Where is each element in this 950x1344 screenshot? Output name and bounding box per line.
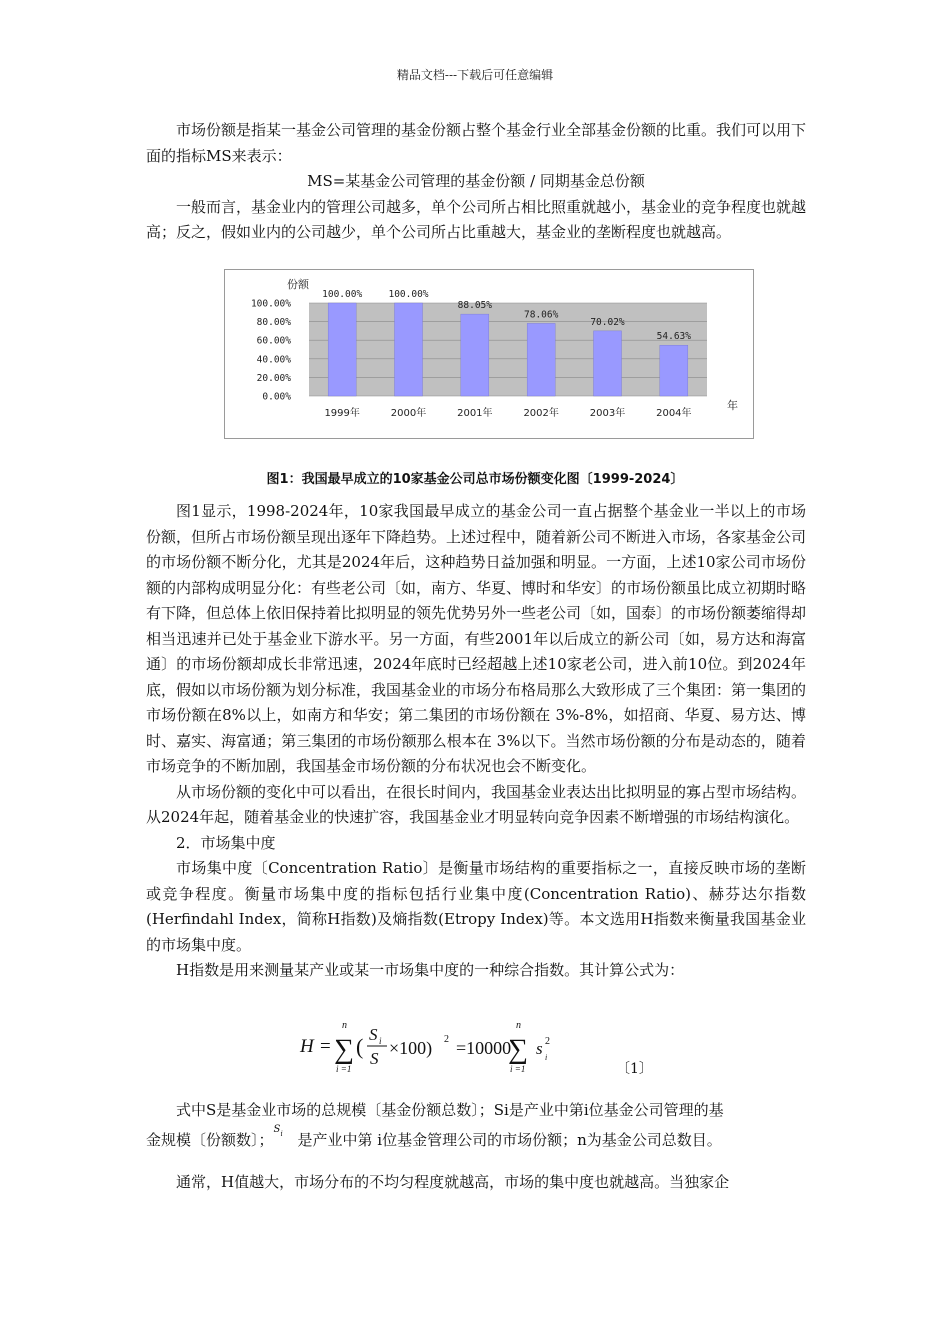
section-heading-concentration: 2．市场集中度 — [176, 833, 276, 852]
intro-section — [146, 118, 806, 246]
paragraph-competition: 一般而言，基金业内的管理公司越多，单个公司所占相比照重就越小，基金业的竞争程度也就越高；反之，假如业内的公司越少，单个公司所占比重越大，基金业的垄断程度也就越高。 — [146, 197, 807, 241]
bar-data-label: 78.06% — [524, 309, 559, 321]
formula-square-2: 2 — [545, 1036, 550, 1047]
formula-number: 〔1〕 — [616, 1061, 653, 1077]
formula-si: S — [369, 1025, 378, 1044]
formula-paren: ( — [356, 1034, 364, 1059]
formula-h: H — [300, 1036, 314, 1057]
formula-vars-prefix: 金规模〔份额数〕； — [146, 1130, 274, 1149]
page-header: 精品文档---下载后可任意编辑 — [396, 68, 554, 82]
bar-data-label: 100.00% — [388, 289, 429, 300]
formula-sigma-1: ∑ — [334, 1034, 354, 1065]
formula-eq: = — [320, 1036, 331, 1057]
chart-svg — [225, 270, 753, 438]
plot-area — [309, 303, 707, 396]
paragraph-figure-analysis: 图1显示，1998-2024年，10家我国最早成立的基金公司一直占据整个基金业一半以上的市场份额，但所占市场份额呈现出逐年下降趋势。上述过程中，随着新公司不断进入市场，各家基金公司的市场份额不断分化，尤其是2024年后，这种趋势日益加强和明显。一方面，上述10家公司市场份额的内部构成明显分化：有些老公司〔如，南方、华夏、博时和华安〕的市场份额虽比成立初期时略有下降，但总体上依旧保持着比拟明显的领先优势另外一些老公司〔如，国泰〕的市场份额萎缩得却相当迅速并已处于基金业下游水平。另一方面，有些2001年以后成立的新公司〔如，易方达和海富通〕的市场份额却成长非常迅速，2024年底时已经超越上述10家老公司，进入前10位。到2024年底，假如以市场份额为划分标准，我国基金业的市场分布格局那么大致形成了三个集团：第一集团的市场份额在8%以上，如南方和华安；第二集团的市场份额在 3%-8%，如招商、华夏、易方达、博时、嘉实、海富通；第三集团的市场份额那么根本在 3%以下。当然市场份额的分布是动态的，随着市场竞争的不断加剧，我国基金市场份额的分布状况也会不断变化。 — [146, 502, 807, 775]
paragraph-oligopoly: 从市场份额的变化中可以看出，在很长时间内，我国基金业表达出比拟明显的寡占型市场结构。从2024年起，随着基金业的快速扩容，我国基金业才明显转向竞争因素不断增强的市场结构演化。 — [146, 782, 807, 826]
bar — [395, 303, 423, 396]
bar-data-label: 88.05% — [457, 300, 492, 312]
y-tick-label: 40.00% — [256, 354, 291, 366]
bar — [328, 303, 356, 396]
formula-sigma-2: ∑ — [508, 1034, 528, 1065]
x-axis-label: 年 — [727, 399, 738, 412]
formula-explanation — [146, 1098, 806, 1153]
y-tick-label: 100.00% — [250, 298, 291, 310]
x-tick-label: 2002年 — [523, 408, 559, 419]
x-tick-label: 1999年 — [324, 408, 360, 419]
formula-i1-2: i =1 — [510, 1064, 526, 1074]
bar-data-label: 54.63% — [656, 331, 691, 343]
x-tick-label: 2004年 — [656, 408, 692, 419]
formula-si-sub: i — [379, 1036, 382, 1046]
formula-eq10000: =10000 — [456, 1038, 512, 1058]
formula-n-2: n — [516, 1020, 521, 1031]
paragraph-formula-vars: 式中S是基金业市场的总规模〔基金份额总数〕；Si是产业中第i位基金公司管理的基 — [176, 1101, 724, 1119]
formula-vars-suffix: 是产业中第 i位基金管理公司的市场份额；n为基金公司总数目。 — [297, 1130, 722, 1149]
figure-caption: 图1：我国最早成立的10家基金公司总市场份额变化图〔1999-2024〕 — [266, 472, 684, 487]
paragraph-formula-vars-cont — [146, 1123, 806, 1154]
formula-i1-1: i =1 — [336, 1064, 352, 1074]
bar-data-label: 70.02% — [590, 316, 625, 328]
main-section — [146, 499, 806, 984]
formula-s-small-sub: i — [545, 1053, 548, 1062]
ms-formula: MS=某基金公司管理的基金份额 / 同期基金总份额 — [307, 172, 645, 190]
formula-s-denominator: S — [370, 1049, 379, 1068]
bar — [594, 331, 622, 396]
y-tick-label: 0.00% — [262, 391, 291, 403]
bar — [461, 314, 489, 396]
bar — [527, 323, 555, 396]
inline-s-sub: i — [280, 1129, 283, 1138]
h-index-formula — [296, 1016, 636, 1078]
y-axis-label: 份额 — [287, 278, 309, 291]
formula-times100: ×100) — [389, 1038, 433, 1058]
paragraph-h-interpretation: 通常，H值越大，市场分布的不均匀程度就越高，市场的集中度也就越高。当独家企 — [176, 1173, 730, 1191]
paragraph-concentration-ratio: 市场集中度〔Concentration Ratio〕是衡量市场结构的重要指标之一，直接反映市场的垄断或竞争程度。衡量市场集中度的指标包括行业集中度(Concentration Ratio)、赫芬达尔指数(Herfindahl Index，简称H指数)及熵指数(Etropy Index)等。本文选用H指数来衡量我国基金业的市场集中度。 — [146, 859, 806, 954]
formula-n-1: n — [342, 1020, 347, 1031]
closing-section — [146, 1170, 806, 1196]
formula-s-small: s — [536, 1039, 543, 1058]
y-tick-label: 60.00% — [256, 335, 291, 347]
paragraph-h-index: H指数是用来测量某产业或某一市场集中度的一种综合指数。其计算公式为： — [176, 961, 685, 979]
x-tick-label: 2000年 — [390, 408, 427, 419]
bar — [660, 345, 688, 396]
market-share-chart — [224, 269, 754, 439]
y-tick-label: 20.00% — [256, 372, 291, 384]
y-tick-label: 80.00% — [256, 317, 291, 329]
formula-square-1: 2 — [444, 1034, 449, 1045]
inline-s-glyph: S — [273, 1123, 281, 1135]
x-tick-labels — [324, 406, 691, 419]
x-tick-label: 2001年 — [457, 408, 493, 419]
x-tick-label: 2003年 — [589, 408, 626, 419]
inline-s-i — [273, 1123, 298, 1145]
paragraph-market-share-definition: 市场份额是指某一基金公司管理的基金份额占整个基金行业全部基金份额的比重。我们可以用下面的指标MS来表示： — [146, 121, 807, 165]
formula-svg — [296, 1016, 636, 1078]
bar-data-label: 100.00% — [322, 289, 363, 300]
y-tick-labels — [251, 299, 291, 403]
